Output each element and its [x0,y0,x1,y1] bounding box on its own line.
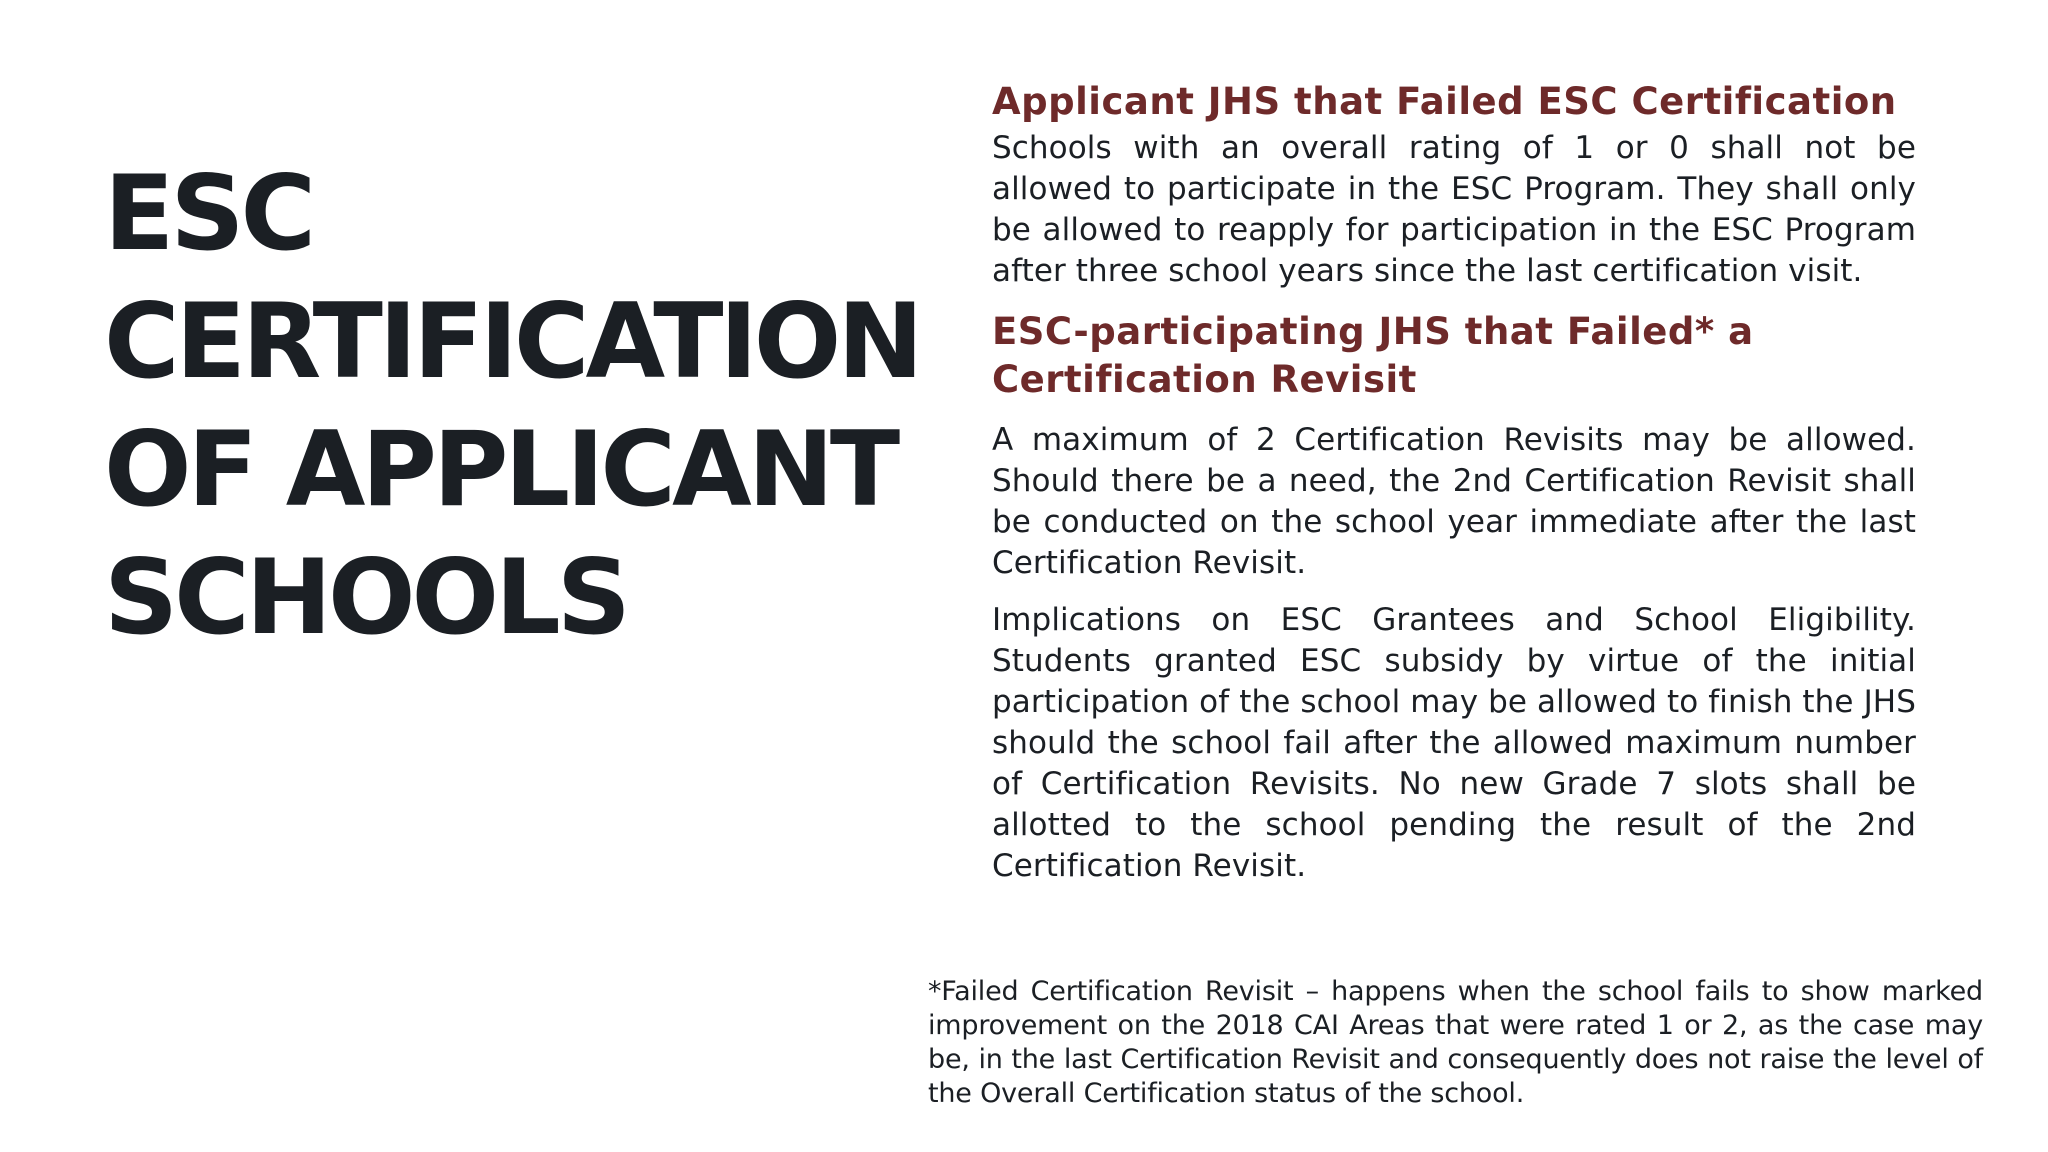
paragraph-maximum-revisits: A maximum of 2 Certification Revisits may be allowed. Should there be a need, the 2nd Certification Revisit shall be conducted on the school year immediate after the last Certification Revisit. [992,422,1916,581]
paragraph-overall-rating: Schools with an overall rating of 1 or 0 shall not be allowed to participate in the ESC Program. They shall only be allowed to reapply for participation in the ESC Program after three school years since the last certification visit. [992,130,1916,289]
title-line: SCHOOLS [104,538,627,658]
footnote: *Failed Certification Revisit – happens when the school fails to show marked improvement on the 2018 CAI Areas that were rated 1 or 2, as the case may be, in the last Certification Revisit and consequently does not raise the level of the Overall Certification status of the school. [928,976,1983,1109]
section-heading-failed-certification: Applicant JHS that Failed ESC Certification [992,80,1897,123]
slide-title [104,150,924,662]
title-line: CERTIFICATION [104,282,920,402]
content-column [992,78,1916,887]
paragraph-grantee-implications: Implications on ESC Grantees and School Eligibility. Students granted ESC subsidy by virtue of the initial participation of the school may be allowed to finish the JHS should the school fail after the allowed maximum number of Certification Revisits. No new Grade 7 slots shall be allotted to the school pending the result of the 2nd Certification Revisit. [992,602,1916,884]
section-heading-failed-revisit: ESC-participating JHS that Failed* a Certification Revisit [992,310,1754,401]
title-line: OF APPLICANT [104,410,897,530]
title-line: ESC [104,154,313,274]
